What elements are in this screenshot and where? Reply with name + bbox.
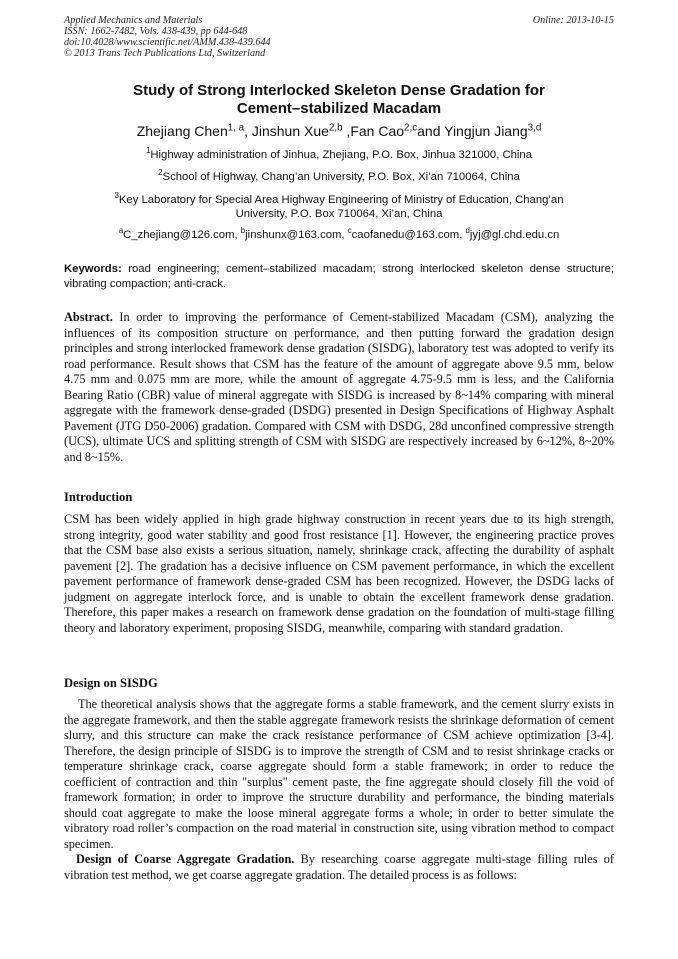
journal-copyright: © 2013 Trans Tech Publications Ltd, Switzerland bbox=[64, 48, 266, 59]
affiliation-3-line-2: University, P.O. Box 710064, Xi’an, China bbox=[235, 208, 443, 220]
keywords-label: Keywords: bbox=[64, 263, 122, 275]
author-separator: , bbox=[342, 123, 351, 139]
email-a-sup: a bbox=[118, 226, 124, 236]
affiliation-3 bbox=[70, 193, 608, 221]
abstract-text: In order to improving the performance of Cement-stabilized Macadam (CSM), analyzing the influences of its composition structure on performance, and then putting forward the gradation design principles and strong interlocked framework dense gradation (SISDG), laboratory test was adopted to verify its road performance. Result shows that CSM has the feature of the amount of aggregate above 9.5 mm, below 4.75 mm and 0.075 mm are more, while the amount of aggregate 4.75-9.5 mm is less, and the California Bearing Ratio (CBR) value of mineral aggregate with SISDG is increased by 8~14% comparing with mineral aggregate with the framework dense-graded (DSDG) presented in Design Specifications of Highway Asphalt Pavement (JTG D50-2006) gradation. Compared with CSM with DSDG, 28d unconfined compressive strength (UCS), ultimate UCS and splitting strength of CSM with SISDG are respectively increased by 6~12%, 8~20% and 8~15%. bbox=[64, 310, 614, 464]
email-d-sup: d bbox=[465, 226, 470, 236]
title-line-1: Study of Strong Interlocked Skeleton Dense Gradation for bbox=[133, 82, 545, 99]
introduction-paragraph: CSM has been widely applied in high grade highway construction in recent years due to its high strength, strong integrity, good water stability and good frost resistance [1]. However, the engineering practice proves that the CSM base also exists a serious situation, namely, shrinkage crack, affecting the durability of asphalt pavement [2]. The gradation has a decisive influence on CSM pavement performance, in which the excellent pavement performance of framework dense-graded CSM has been recognized. However, the DSDG lacks of judgment on aggregate interlock force, and is unable to obtain the excellent framework dense gradation. Therefore, this paper makes a research on framework dense gradation on the foundation of multi-stage filling theory and laboratory experiment, proposing SISDG, meanwhile, comparing with standard gradation. bbox=[64, 512, 614, 635]
email-list bbox=[70, 228, 608, 242]
introduction-text bbox=[64, 512, 614, 636]
author-separator: , bbox=[244, 123, 252, 139]
email-c: caofanedu@163.com, bbox=[351, 229, 466, 241]
affiliation-2-text: School of Highway, Chang’an University, P.O. Box, Xi’an 710064, China bbox=[162, 171, 520, 183]
author-3-sup: 2,c bbox=[404, 122, 418, 134]
online-date: Online: 2013-10-15 bbox=[532, 15, 614, 26]
author-2: Jinshun Xue bbox=[251, 123, 329, 139]
affiliation-2-sup: 2 bbox=[158, 168, 163, 178]
author-4: Yingjun Jiang bbox=[444, 123, 528, 139]
email-d: jyj@gl.chd.edu.cn bbox=[469, 229, 560, 241]
affiliation-3-line-1: Key Laboratory for Special Area Highway Engineering of Ministry of Education, Chang’an bbox=[118, 194, 564, 206]
coarse-gradation-lead: Design of Coarse Aggregate Gradation. bbox=[76, 852, 295, 866]
title-line-2: Cement–stabilized Macadam bbox=[236, 100, 442, 117]
email-c-sup: c bbox=[347, 226, 352, 236]
design-paragraph-1: The theoretical analysis shows that the aggregate forms a stable framework, and the cement slurry exists in the aggregate framework, and then the stable aggregate framework resists the shrinkage deformation of cement slurry, and this structure can make the crack resistance performance of CSM achieve optimization [3-4]. Therefore, the design principle of SISDG is to improve the strength of CSM and to resist shrinkage cracks or temperature shrinkage crack, coarse aggregate should form a stable framework; in order to reduce the coefficient of contraction and thin "surplus" cement paste, the fine aggregate should closely fill the void of framework formation; in order to improve the structure durability and performance, the binding materials should coat aggregate to make the loose mineral aggregate forms a whole; in order to better simulate the vibratory road roller’s compaction on the road material in construction site, using vibration method to compact specimen. bbox=[64, 697, 614, 851]
abstract-block bbox=[64, 310, 614, 465]
affiliation-1 bbox=[70, 148, 608, 162]
author-separator: and bbox=[417, 123, 445, 139]
journal-doi: doi:10.4028/www.scientific.net/AMM.438-439.644 bbox=[64, 37, 271, 48]
email-a: C_zhejiang@126.com, bbox=[123, 229, 241, 241]
design-paragraph-2 bbox=[64, 852, 614, 883]
affiliation-3-sup: 3 bbox=[114, 191, 119, 201]
keywords-block bbox=[64, 262, 614, 292]
email-b: jinshunx@163.com, bbox=[245, 229, 348, 241]
author-list bbox=[64, 122, 614, 140]
author-4-sup: 3,d bbox=[527, 122, 542, 134]
author-1-sup: 1, a bbox=[227, 122, 245, 134]
affiliation-1-sup: 1 bbox=[145, 146, 151, 156]
affiliation-2 bbox=[70, 170, 608, 184]
journal-issn: ISSN: 1662-7482, Vols. 438-439, pp 644-648 bbox=[64, 26, 248, 37]
journal-header bbox=[64, 15, 614, 59]
keywords-text: road engineering; cement–stabilized macadam; strong interlocked skeleton dense structure; vibrating compaction; anti-crack. bbox=[64, 263, 614, 290]
author-3: Fan Cao bbox=[350, 123, 405, 139]
coarse-gradation-text: By researching coarse aggregate multi-stage filling rules of vibration test method, we get coarse aggregate gradation. The detailed process is as follows: bbox=[64, 852, 614, 882]
design-text bbox=[64, 697, 614, 883]
design-heading: Design on SISDG bbox=[64, 676, 158, 690]
introduction-heading: Introduction bbox=[64, 490, 133, 504]
email-b-sup: b bbox=[240, 226, 246, 236]
journal-name: Applied Mechanics and Materials bbox=[64, 15, 203, 26]
author-2-sup: 2,b bbox=[328, 122, 343, 134]
abstract-label: Abstract. bbox=[64, 310, 113, 324]
author-1: Zhejiang Chen bbox=[136, 123, 228, 139]
paper-title bbox=[64, 82, 614, 118]
affiliation-1-text: Highway administration of Jinhua, Zhejiang, P.O. Box, Jinhua 321000, China bbox=[150, 149, 532, 161]
